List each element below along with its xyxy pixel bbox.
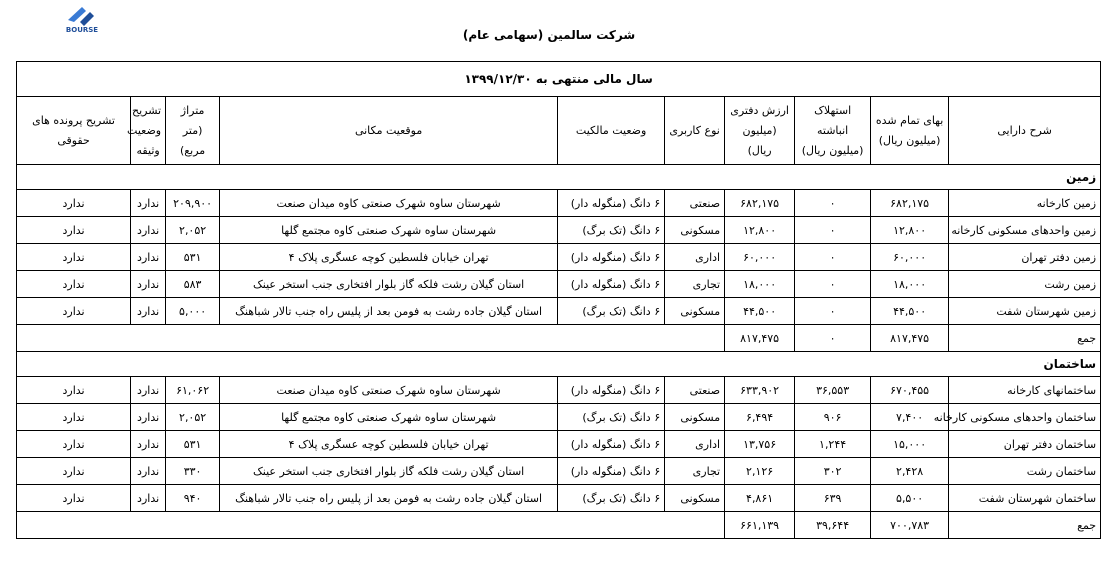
section-title: ساختمان [17,352,1101,377]
cell-depreciation: ۰ [795,298,871,325]
cell-ownership: ۶ دانگ (تک برگ) [558,217,665,244]
cell-book-value: ۴۴,۵۰۰ [725,298,795,325]
cell-cost: ۶۸۲,۱۷۵ [871,190,949,217]
cell-depreciation: ۱,۲۴۴ [795,431,871,458]
cell-asset: زمین دفتر تهران [949,244,1101,271]
cell-usage: صنعتی [665,190,725,217]
table-row [17,377,1101,404]
cell-cost: ۱۲,۸۰۰ [871,217,949,244]
cell-cost: ۷,۴۰۰ [871,404,949,431]
cell-collateral: ندارد [131,217,166,244]
cell-location: شهرستان ساوه شهرک صنعتی کاوه مجتمع گلها [220,217,558,244]
cell-area: ۹۴۰ [166,485,220,512]
total-cost: ۷۰۰,۷۸۳ [871,512,949,539]
header-asset: شرح دارایی [949,97,1101,165]
cell-usage: اداری [665,431,725,458]
total-empty [17,512,725,539]
cell-area: ۵۸۳ [166,271,220,298]
cell-location: استان گیلان جاده رشت به فومن بعد از پلیس راه جنب تالار شباهنگ [220,485,558,512]
cell-area: ۵۳۱ [166,431,220,458]
cell-asset: ساختمان رشت [949,458,1101,485]
cell-area: ۵۳۱ [166,244,220,271]
cell-usage: مسکونی [665,404,725,431]
cell-book-value: ۶۸۲,۱۷۵ [725,190,795,217]
cell-asset: ساختمان دفتر تهران [949,431,1101,458]
cell-cost: ۵,۵۰۰ [871,485,949,512]
cell-cost: ۶۰,۰۰۰ [871,244,949,271]
cell-depreciation: ۹۰۶ [795,404,871,431]
cell-collateral: ندارد [131,377,166,404]
total-label: جمع [949,325,1101,352]
header-ownership: وضعیت مالکیت [558,97,665,165]
period-title: سال مالی منتهی به ۱۳۹۹/۱۲/۳۰ [17,62,1101,97]
cell-depreciation: ۰ [795,190,871,217]
cell-ownership: ۶ دانگ (منگوله دار) [558,244,665,271]
cell-legal: ندارد [17,217,131,244]
header-usage: نوع کاربری [665,97,725,165]
total-book-value: ۶۶۱,۱۳۹ [725,512,795,539]
cell-collateral: ندارد [131,485,166,512]
cell-asset: زمین واحدهای مسکونی کارخانه [949,217,1101,244]
header-book-value: ارزش دفتری (میلیون ریال) [725,97,795,165]
table-row [17,298,1101,325]
cell-usage: اداری [665,244,725,271]
cell-ownership: ۶ دانگ (تک برگ) [558,485,665,512]
cell-asset: زمین رشت [949,271,1101,298]
cell-legal: ندارد [17,377,131,404]
cell-area: ۶۱,۰۶۲ [166,377,220,404]
cell-depreciation: ۰ [795,244,871,271]
cell-ownership: ۶ دانگ (منگوله دار) [558,271,665,298]
cell-book-value: ۴,۸۶۱ [725,485,795,512]
cell-collateral: ندارد [131,190,166,217]
cell-area: ۲۰۹,۹۰۰ [166,190,220,217]
cell-legal: ندارد [17,244,131,271]
total-row [17,325,1101,352]
cell-legal: ندارد [17,271,131,298]
header-collateral: تشریح وضعیت وثیقه [131,97,166,165]
cell-book-value: ۲,۱۲۶ [725,458,795,485]
cell-location: استان گیلان جاده رشت به فومن بعد از پلیس راه جنب تالار شباهنگ [220,298,558,325]
cell-book-value: ۶,۴۹۴ [725,404,795,431]
table-row [17,485,1101,512]
cell-usage: مسکونی [665,485,725,512]
cell-collateral: ندارد [131,271,166,298]
cell-usage: صنعتی [665,377,725,404]
header-depreciation: استهلاک انباشته (میلیون ریال) [795,97,871,165]
cell-asset: ساختمان واحدهای مسکونی کارخانه [949,404,1101,431]
cell-book-value: ۱۳,۷۵۶ [725,431,795,458]
total-cost: ۸۱۷,۴۷۵ [871,325,949,352]
cell-ownership: ۶ دانگ (منگوله دار) [558,190,665,217]
cell-ownership: ۶ دانگ (منگوله دار) [558,377,665,404]
cell-location: شهرستان ساوه شهرک صنعتی کاوه مجتمع گلها [220,404,558,431]
cell-cost: ۴۴,۵۰۰ [871,298,949,325]
cell-book-value: ۱۸,۰۰۰ [725,271,795,298]
table-row [17,431,1101,458]
cell-location: تهران خیابان فلسطین کوچه عسگری پلاک ۴ [220,431,558,458]
logo-text: BOURSE [65,26,99,34]
table-row [17,190,1101,217]
cell-cost: ۱۸,۰۰۰ [871,271,949,298]
cell-ownership: ۶ دانگ (تک برگ) [558,298,665,325]
cell-book-value: ۱۲,۸۰۰ [725,217,795,244]
cell-collateral: ندارد [131,404,166,431]
cell-legal: ندارد [17,190,131,217]
cell-cost: ۶۷۰,۴۵۵ [871,377,949,404]
cell-usage: تجاری [665,271,725,298]
total-row [17,512,1101,539]
header-legal: تشریح پرونده های حقوقی [17,97,131,165]
cell-depreciation: ۳۶,۵۵۳ [795,377,871,404]
cell-usage: مسکونی [665,217,725,244]
cell-area: ۲,۰۵۲ [166,217,220,244]
total-empty [17,325,725,352]
cell-ownership: ۶ دانگ (منگوله دار) [558,431,665,458]
cell-legal: ندارد [17,298,131,325]
cell-area: ۵,۰۰۰ [166,298,220,325]
cell-book-value: ۶۰,۰۰۰ [725,244,795,271]
table-row [17,458,1101,485]
section-header [17,165,1101,190]
cell-area: ۳۳۰ [166,458,220,485]
total-label: جمع [949,512,1101,539]
cell-legal: ندارد [17,404,131,431]
company-title: شرکت سالمین (سهامی عام) [462,28,636,42]
header-row [17,97,1101,165]
table-row [17,404,1101,431]
cell-cost: ۲,۴۲۸ [871,458,949,485]
cell-usage: مسکونی [665,298,725,325]
section-title: زمین [17,165,1101,190]
table-row [17,271,1101,298]
cell-legal: ندارد [17,458,131,485]
cell-location: شهرستان ساوه شهرک صنعتی کاوه میدان صنعت [220,377,558,404]
cell-depreciation: ۳۰۲ [795,458,871,485]
cell-collateral: ندارد [131,298,166,325]
cell-cost: ۱۵,۰۰۰ [871,431,949,458]
cell-depreciation: ۰ [795,271,871,298]
cell-location: تهران خیابان فلسطین کوچه عسگری پلاک ۴ [220,244,558,271]
header-location: موقعیت مکانی [220,97,558,165]
cell-legal: ندارد [17,431,131,458]
section-header [17,352,1101,377]
cell-location: استان گیلان رشت فلکه گاز بلوار افتخاری جنب استخر عینک [220,271,558,298]
cell-usage: تجاری [665,458,725,485]
table-row [17,217,1101,244]
cell-depreciation: ۰ [795,217,871,244]
total-book-value: ۸۱۷,۴۷۵ [725,325,795,352]
header-area: متراژ (متر مربع) [166,97,220,165]
cell-asset: زمین کارخانه [949,190,1101,217]
header-cost: بهای تمام شده (میلیون ریال) [871,97,949,165]
assets-table [16,61,1101,539]
cell-location: شهرستان ساوه شهرک صنعتی کاوه میدان صنعت [220,190,558,217]
cell-ownership: ۶ دانگ (منگوله دار) [558,458,665,485]
cell-asset: زمین شهرستان شفت [949,298,1101,325]
cell-book-value: ۶۳۳,۹۰۲ [725,377,795,404]
cell-asset: ساختمانهای کارخانه [949,377,1101,404]
cell-collateral: ندارد [131,458,166,485]
cell-area: ۲,۰۵۲ [166,404,220,431]
cell-legal: ندارد [17,485,131,512]
cell-location: استان گیلان رشت فلکه گاز بلوار افتخاری جنب استخر عینک [220,458,558,485]
cell-collateral: ندارد [131,244,166,271]
total-depreciation: ۳۹,۶۴۴ [795,512,871,539]
cell-ownership: ۶ دانگ (تک برگ) [558,404,665,431]
cell-collateral: ندارد [131,431,166,458]
cell-asset: ساختمان شهرستان شفت [949,485,1101,512]
table-row [17,244,1101,271]
total-depreciation: ۰ [795,325,871,352]
cell-depreciation: ۶۳۹ [795,485,871,512]
